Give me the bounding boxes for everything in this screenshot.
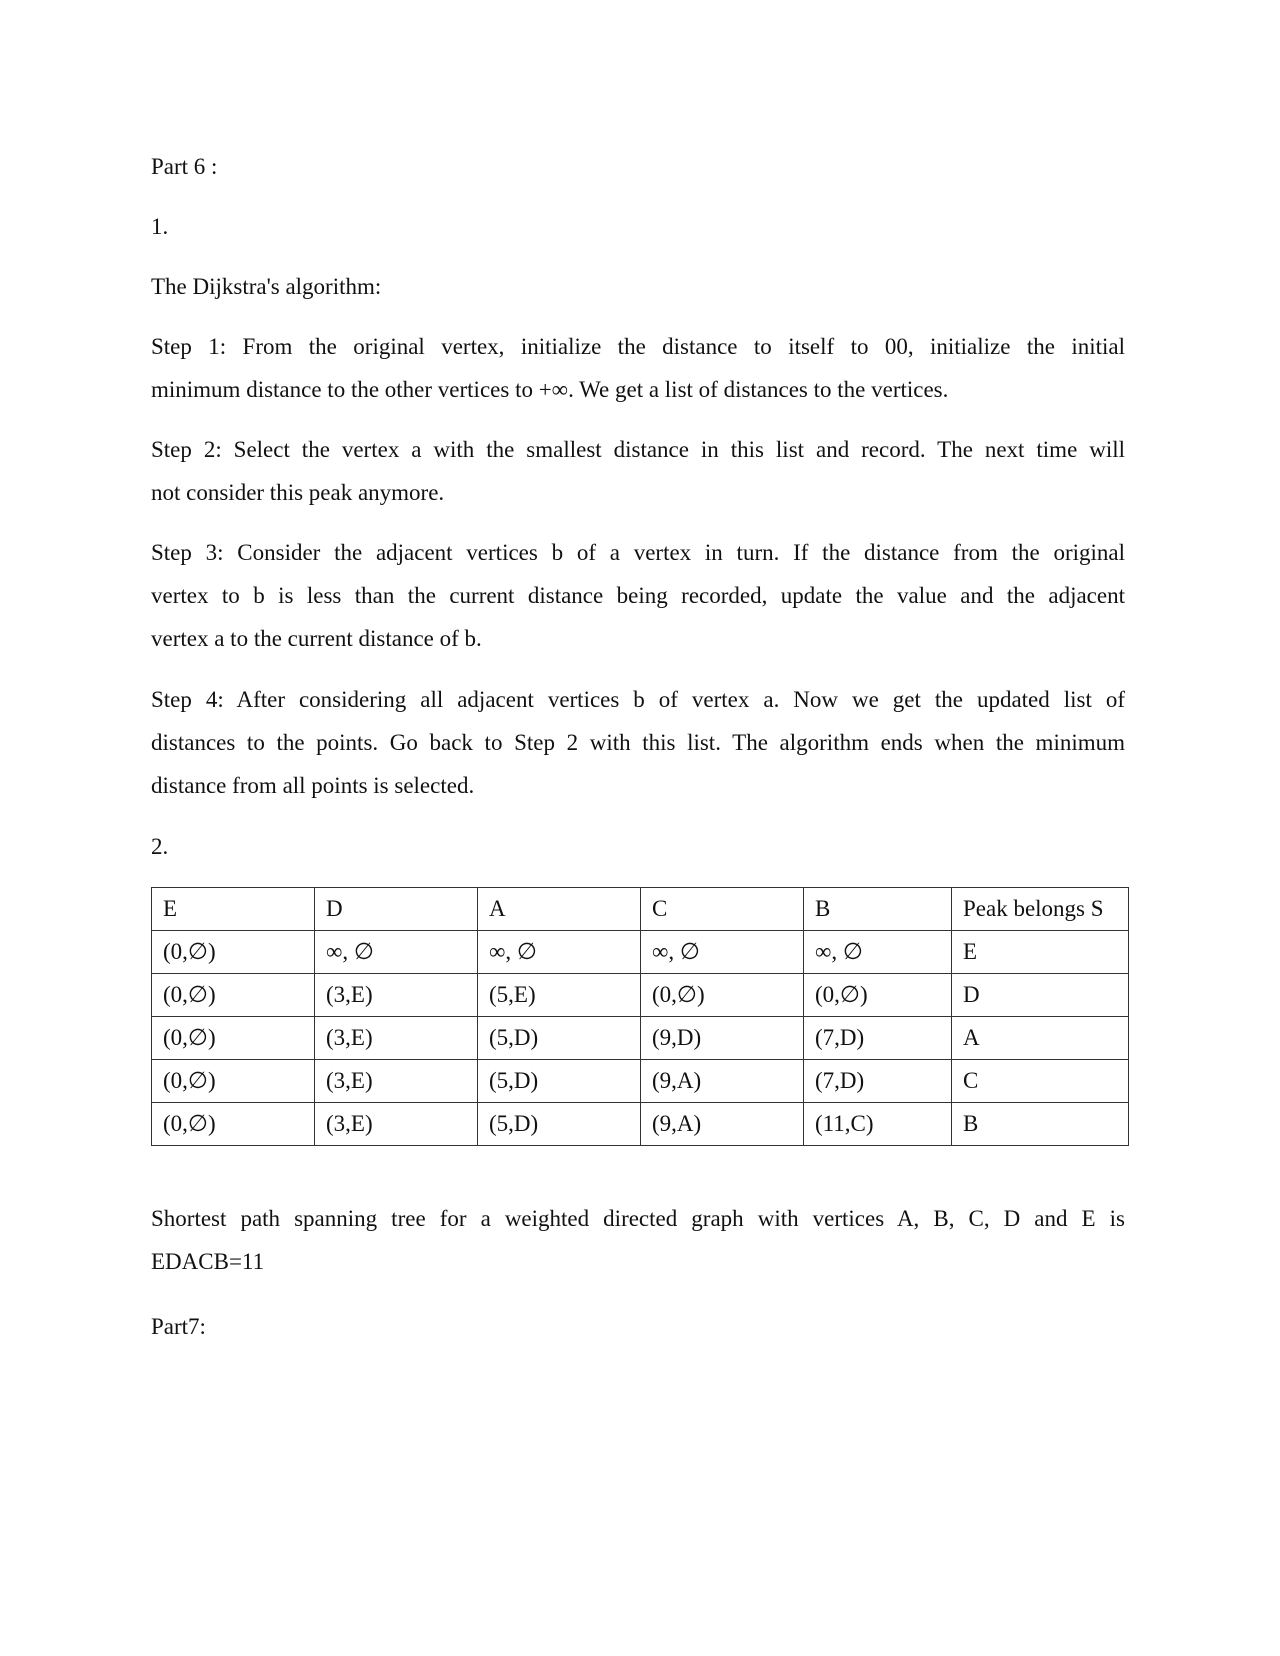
table-row — [152, 1017, 1129, 1060]
table-cell: ∞, ∅ — [641, 931, 804, 974]
step-3-line-1: Step 3: Consider the adjacent vertices b of a vertex in turn. If the distance from the original — [151, 540, 1125, 565]
step-4-line-1: Step 4: After considering all adjacent vertices b of vertex a. Now we get the updated list of — [151, 687, 1125, 712]
table-header-cell: Peak belongs S — [952, 888, 1129, 931]
table-header-cell: A — [478, 888, 641, 931]
table-cell: ∞, ∅ — [315, 931, 478, 974]
table-cell: (5,D) — [478, 1103, 641, 1146]
table-cell: (0,∅) — [152, 931, 315, 974]
step-3-paragraph — [151, 531, 1125, 660]
part7-heading: Part7: — [151, 1314, 206, 1339]
table-row — [152, 1103, 1129, 1146]
table-cell: E — [952, 931, 1129, 974]
step-3-line-2: vertex to b is less than the current distance being recorded, update the value and the adjacent — [151, 583, 1125, 608]
table-header-cell: E — [152, 888, 315, 931]
table-cell: ∞, ∅ — [478, 931, 641, 974]
table-cell: (9,A) — [641, 1103, 804, 1146]
step-2-line-2: not consider this peak anymore. — [151, 480, 445, 505]
table-cell: (0,∅) — [152, 1103, 315, 1146]
conclusion-paragraph — [151, 1197, 1125, 1283]
dijkstra-table — [151, 887, 1129, 1146]
table-cell: (3,E) — [315, 1103, 478, 1146]
table-header-cell: B — [804, 888, 952, 931]
step-4-line-2: distances to the points. Go back to Step 2 with this list. The algorithm ends when the minimum — [151, 730, 1125, 755]
table-header-cell: C — [641, 888, 804, 931]
table-cell: (0,∅) — [152, 1060, 315, 1103]
table-cell: (5,D) — [478, 1017, 641, 1060]
table-cell: (0,∅) — [641, 974, 804, 1017]
table-cell: (3,E) — [315, 1060, 478, 1103]
step-2-line-1: Step 2: Select the vertex a with the smallest distance in this list and record. The next time will — [151, 437, 1125, 462]
table-row — [152, 931, 1129, 974]
table-row — [152, 1060, 1129, 1103]
step-1-paragraph — [151, 325, 1125, 411]
table-cell: (0,∅) — [152, 974, 315, 1017]
table-cell: (5,D) — [478, 1060, 641, 1103]
step-4-line-3: distance from all points is selected. — [151, 773, 475, 798]
question-2-number: 2. — [151, 834, 169, 859]
table-row — [152, 974, 1129, 1017]
conclusion-line-1: Shortest path spanning tree for a weighted directed graph with vertices A, B, C, D and E is — [151, 1206, 1125, 1231]
table-cell: B — [952, 1103, 1129, 1146]
table-cell: C — [952, 1060, 1129, 1103]
table-cell: (0,∅) — [152, 1017, 315, 1060]
table-header-cell: D — [315, 888, 478, 931]
step-1-line-2: minimum distance to the other vertices to +∞. We get a list of distances to the vertices. — [151, 377, 949, 402]
table-cell: (9,A) — [641, 1060, 804, 1103]
table-cell: (3,E) — [315, 1017, 478, 1060]
algorithm-title: The Dijkstra's algorithm: — [151, 274, 382, 299]
conclusion-line-2: EDACB=11 — [151, 1249, 265, 1274]
table-cell: (3,E) — [315, 974, 478, 1017]
table-cell: (11,C) — [804, 1103, 952, 1146]
table-cell: D — [952, 974, 1129, 1017]
table-cell: (7,D) — [804, 1017, 952, 1060]
table-header-row — [152, 888, 1129, 931]
table-cell: ∞, ∅ — [804, 931, 952, 974]
question-1-number: 1. — [151, 214, 169, 239]
step-3-line-3: vertex a to the current distance of b. — [151, 626, 482, 651]
step-1-line-1: Step 1: From the original vertex, initialize the distance to itself to 00, initialize the initial — [151, 334, 1125, 359]
table-cell: (0,∅) — [804, 974, 952, 1017]
table-cell: (5,E) — [478, 974, 641, 1017]
table-cell: (7,D) — [804, 1060, 952, 1103]
step-4-paragraph — [151, 678, 1125, 807]
table-cell: (9,D) — [641, 1017, 804, 1060]
part6-heading: Part 6 : — [151, 154, 218, 179]
step-2-paragraph — [151, 428, 1125, 514]
table-cell: A — [952, 1017, 1129, 1060]
